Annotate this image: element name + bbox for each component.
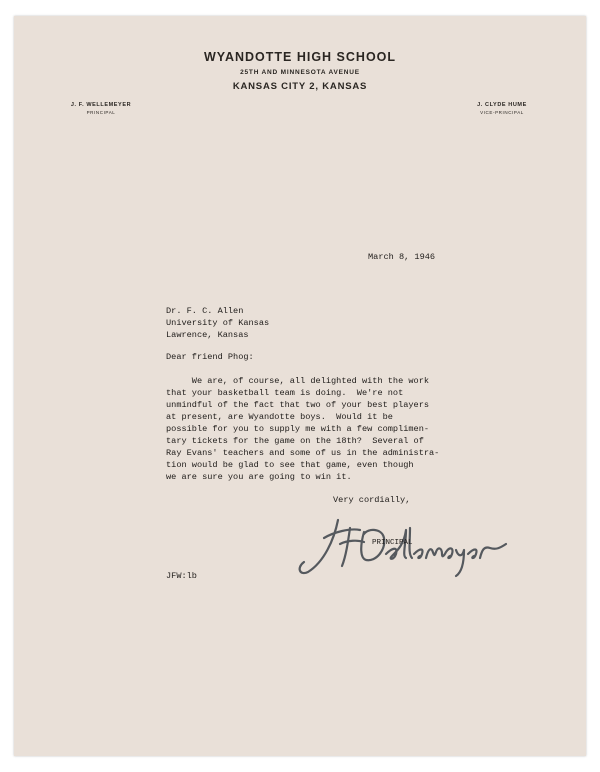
letterhead-city: KANSAS CITY 2, KANSAS [232, 81, 368, 92]
salutation: Dear friend Phog: [166, 352, 254, 362]
letter-page [14, 16, 586, 756]
reference-initials: JFW:lb [166, 571, 197, 581]
letterhead-principal [66, 102, 136, 115]
vice-principal-title: VICE-PRINCIPAL [480, 110, 524, 115]
letter-date: March 8, 1946 [368, 252, 436, 262]
vice-principal-name: J. CLYDE HUME [477, 102, 527, 108]
recipient-address: Dr. F. C. Allen University of Kansas Lawrence, Kansas [166, 306, 270, 340]
letterhead-school-name: WYANDOTTE HIGH SCHOOL [203, 50, 397, 64]
principal-title: PRINCIPAL [86, 110, 116, 115]
letter-body: We are, of course, all delighted with the work that your basketball team is doing. We're not unmindful of the fact that two of your best players at present, are Wyandotte boys. Would it be possible for you to supply me with a few complimen- tary tickets for the game on the 18th? Several of Ray Evans' teachers and some of us in the administra- tion would be glad to see that game, even though we are sure you are going to win it. [166, 376, 440, 482]
closing: Very cordially, [333, 495, 411, 505]
letterhead-street: 25TH AND MINNESOTA AVENUE [240, 69, 360, 76]
signer-title: PRINCIPAL [372, 539, 413, 547]
principal-name: J. F. WELLEMEYER [70, 102, 132, 108]
letterhead-vice-principal [462, 102, 542, 115]
